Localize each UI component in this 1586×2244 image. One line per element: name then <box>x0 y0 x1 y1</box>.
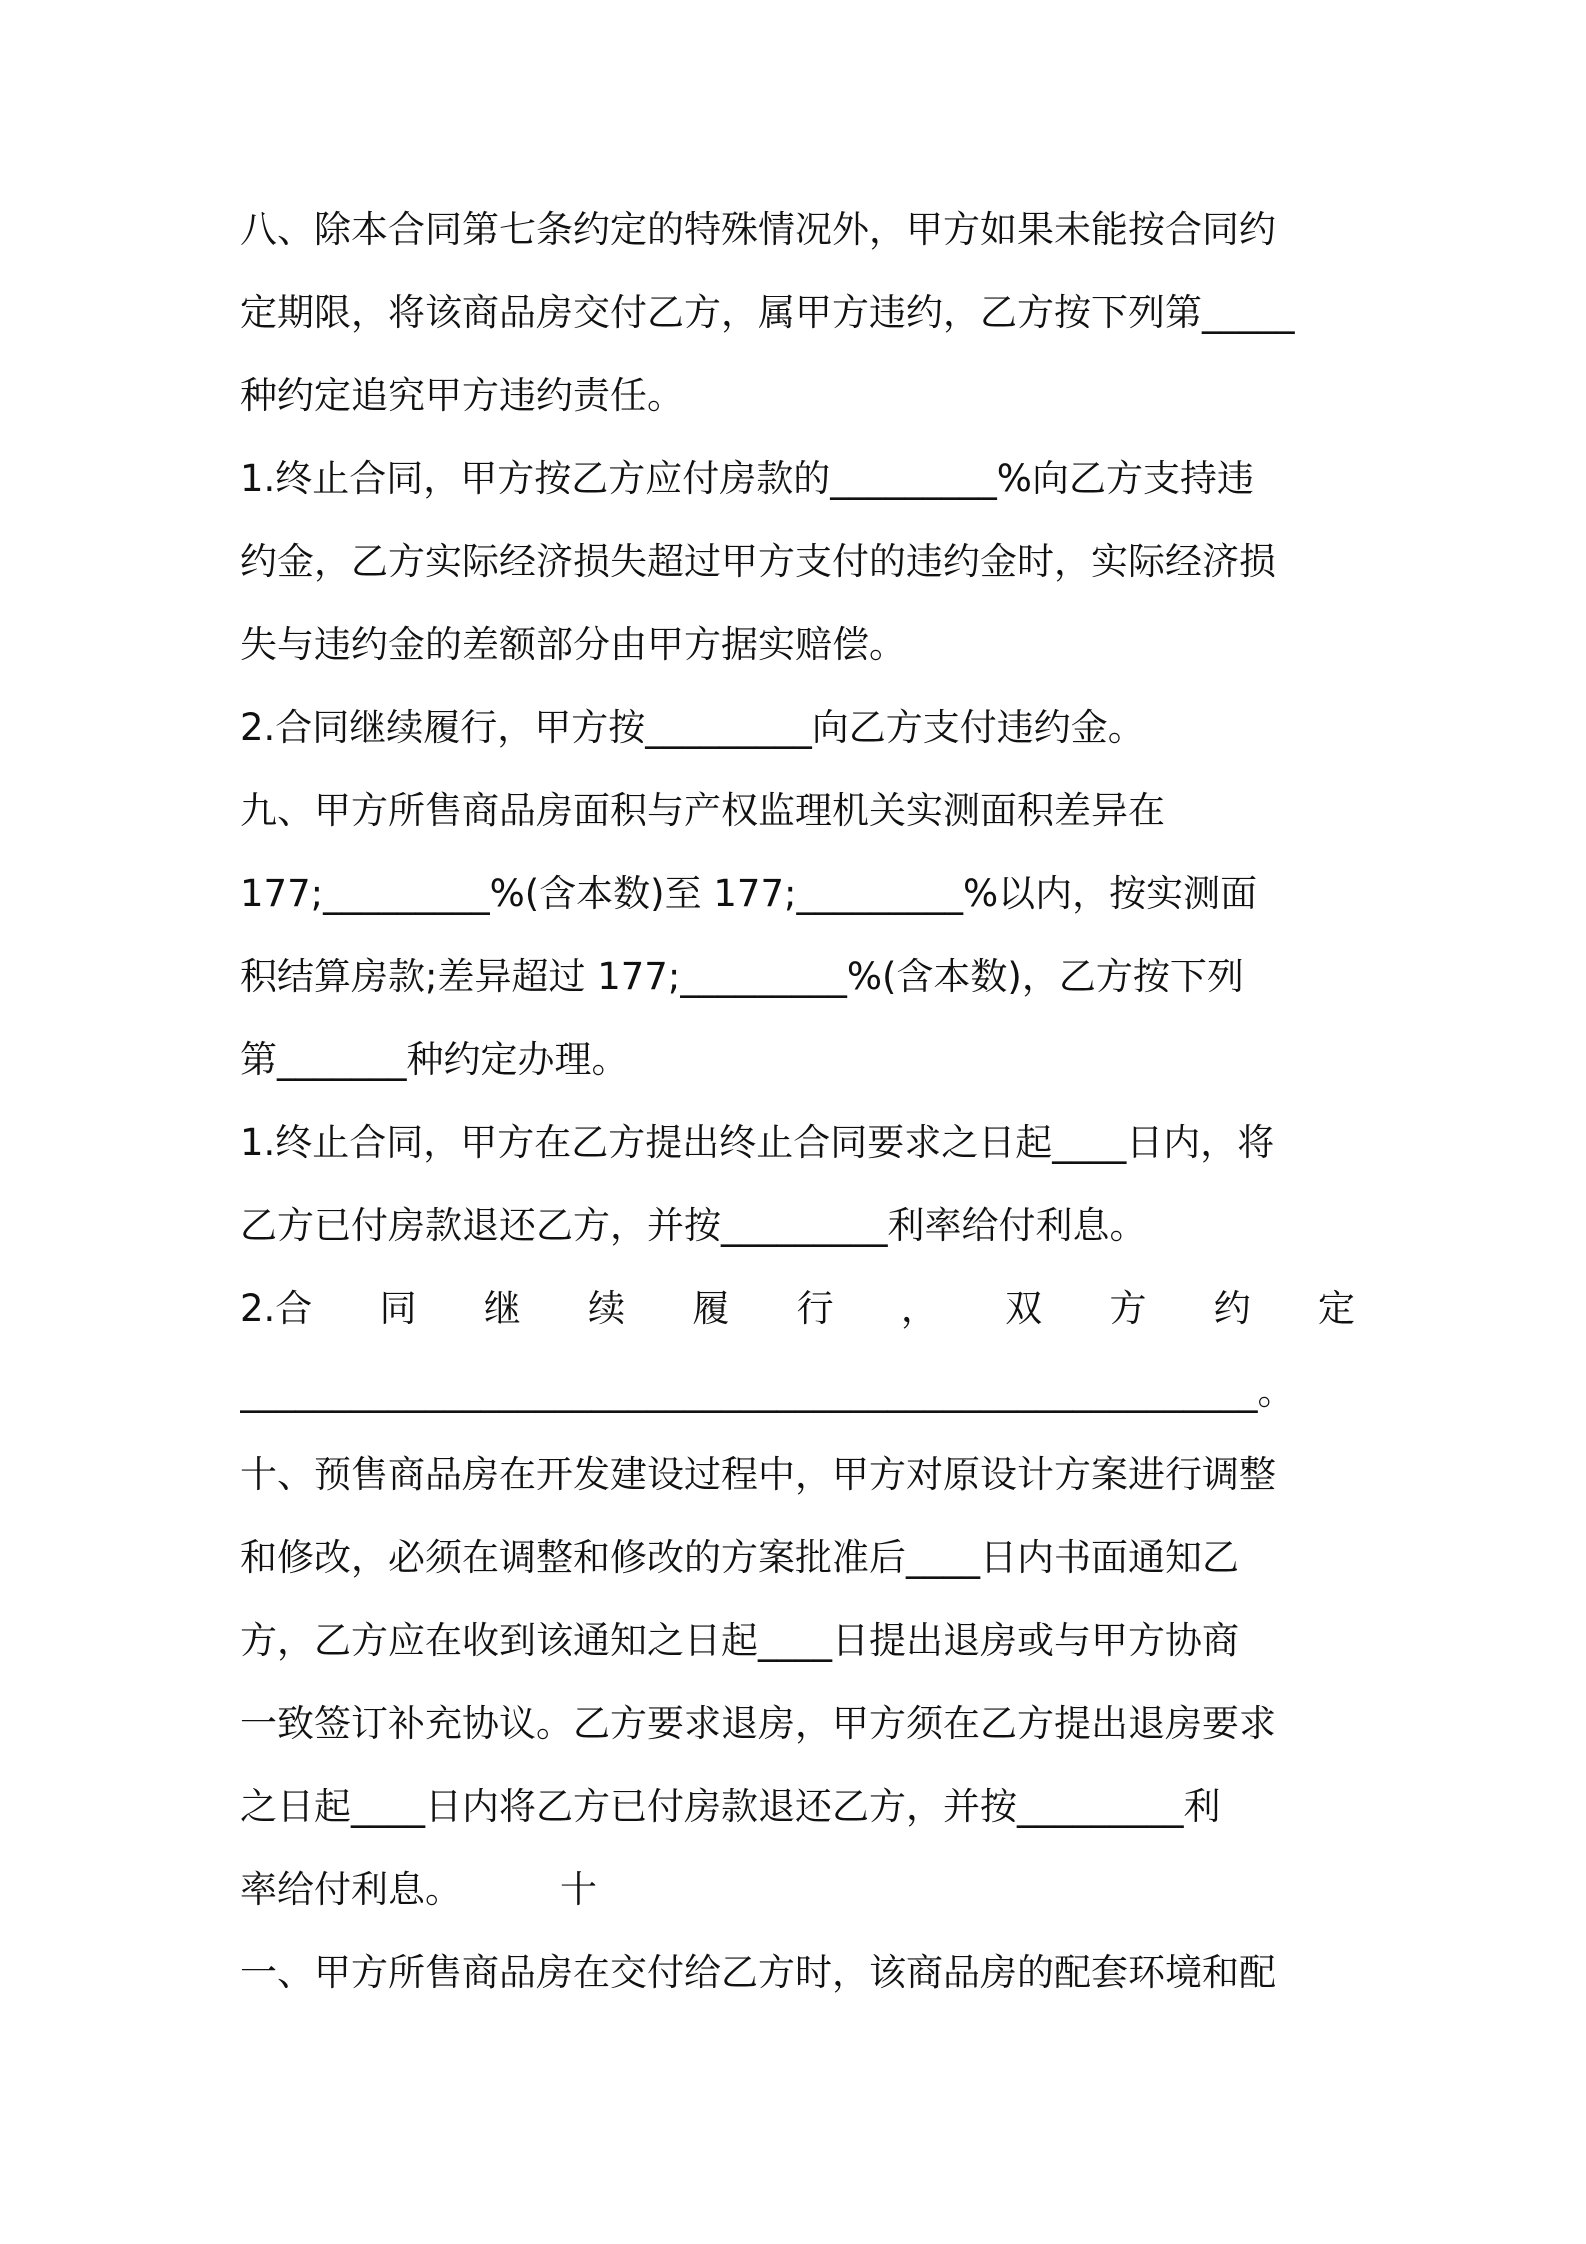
text-line: 1.终止合同，甲方在乙方提出终止合同要求之日起____日内，将 <box>240 1121 1275 1164</box>
text-line: 2.合同继续履行，甲方按_________向乙方支付违约金。 <box>240 706 1145 749</box>
text-line: 积结算房款;差异超过 177;_________%(含本数)，乙方按下列 <box>240 955 1244 998</box>
spread-char: 行 <box>796 1287 834 1330</box>
spread-char: ， <box>900 1287 938 1330</box>
section-ten-mark: 十 <box>560 1868 597 1911</box>
spread-char: 方 <box>1109 1287 1147 1330</box>
text-line: 八、除本合同第七条约定的特殊情况外，甲方如果未能按合同约 <box>240 208 1276 251</box>
spread-char: 约 <box>1213 1287 1251 1330</box>
text-line: 失与违约金的差额部分由甲方据实赔偿。 <box>240 623 906 666</box>
text-line: 一、甲方所售商品房在交付给乙方时，该商品房的配套环境和配 <box>240 1951 1276 1994</box>
text-line: 种约定追究甲方违约责任。 <box>240 374 684 417</box>
spread-char: 续 <box>588 1287 626 1330</box>
spread-char: 继 <box>483 1287 521 1330</box>
spread-char: 2.合 <box>240 1287 313 1330</box>
text-line: 定期限，将该商品房交付乙方，属甲方违约，乙方按下列第_____ <box>240 291 1295 334</box>
text-line: 十、预售商品房在开发建设过程中，甲方对原设计方案进行调整 <box>240 1453 1276 1496</box>
text-line: 一致签订补充协议。乙方要求退房，甲方须在乙方提出退房要求 <box>240 1702 1276 1745</box>
spread-char: 同 <box>379 1287 417 1330</box>
text-line: 方，乙方应在收到该通知之日起____日提出退房或与甲方协商 <box>240 1619 1239 1662</box>
text-line: 和修改，必须在调整和修改的方案批准后____日内书面通知乙 <box>240 1536 1239 1579</box>
text-line: 率给付利息。 <box>240 1868 462 1911</box>
text-line: 九、甲方所售商品房面积与产权监理机关实测面积差异在 <box>240 789 1165 832</box>
text-line: 1.终止合同，甲方按乙方应付房款的_________%向乙方支持违 <box>240 457 1254 500</box>
spread-char: 双 <box>1005 1287 1043 1330</box>
spread-char: 定 <box>1317 1287 1355 1330</box>
text-line: 乙方已付房款退还乙方，并按_________利率给付利息。 <box>240 1204 1147 1247</box>
text-line: 第_______种约定办理。 <box>240 1038 629 1081</box>
spread-char: 履 <box>692 1287 730 1330</box>
text-line: 之日起____日内将乙方已付房款退还乙方，并按_________利 <box>240 1785 1221 1828</box>
text-line: 约金，乙方实际经济损失超过甲方支付的违约金时，实际经济损 <box>240 540 1276 583</box>
text-line: _______________________________________________________。 <box>240 1370 1295 1413</box>
spread-text-line <box>240 1284 1355 1334</box>
text-line: 177;_________%(含本数)至 177;_________%以内，按实测面 <box>240 872 1258 915</box>
